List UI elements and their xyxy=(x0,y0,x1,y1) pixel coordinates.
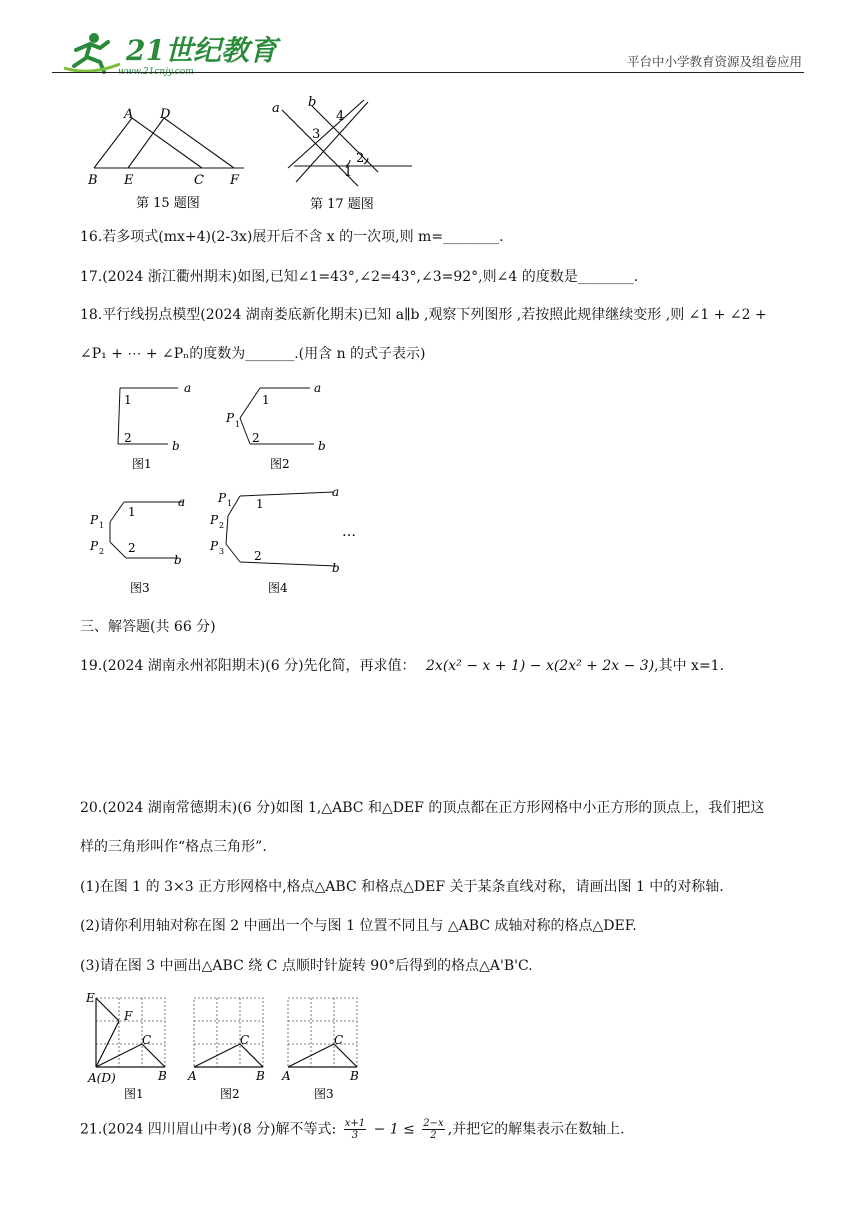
fig15-label-D: D xyxy=(160,107,171,122)
fig15-label-C: C xyxy=(194,173,204,188)
question-18-line1: 18.平行线拐点模型(2024 湖南娄底新化期末)已知 a∥b ,观察下列图形 ,若按照此规律继续变形 ,则 ∠1 + ∠2 + xyxy=(80,307,767,323)
fig2-label-2: 2 xyxy=(252,431,260,445)
q21-text: 21.(2024 四川眉山中考)(8 分)解不等式: xyxy=(80,1121,337,1138)
figure-17 xyxy=(268,96,418,216)
q18-figures xyxy=(90,378,380,604)
q21-fraction-1 xyxy=(344,1118,366,1141)
question-20-line2: 样的三角形叫作“格点三角形”. xyxy=(80,839,267,855)
q20-figures xyxy=(84,990,384,1104)
fig15-label-E: E xyxy=(124,173,134,188)
runner-logo-icon xyxy=(64,33,120,72)
fig4-label-P1: P xyxy=(218,491,227,505)
fig4-label-P3-sub: 3 xyxy=(219,547,225,556)
fig3-label-1: 1 xyxy=(128,505,136,519)
q20-fig1-caption: 图1 xyxy=(124,1087,144,1101)
fig1-label-2: 2 xyxy=(124,431,132,445)
q20-fig2-label-A: A xyxy=(188,1069,197,1083)
fig3-label-2: 2 xyxy=(128,541,136,555)
fig3-label-P1: P xyxy=(90,513,99,527)
q20-fig1-label-AD: A(D) xyxy=(88,1071,116,1085)
fig17-caption: 第 17 题图 xyxy=(310,197,374,212)
q21-frac2-numerator: 2−x xyxy=(423,1118,444,1129)
q21-frac1-numerator: x+1 xyxy=(344,1118,366,1129)
fig15-label-F: F xyxy=(230,173,240,188)
fig4-label-P3: P xyxy=(210,539,219,553)
q21-frac2-denominator: 2 xyxy=(430,1130,437,1141)
fig2-label-b: b xyxy=(318,439,326,453)
fig17-label-a: a xyxy=(272,101,280,116)
q21-frac1-denominator: 3 xyxy=(351,1130,359,1141)
fig4-caption: 图4 xyxy=(268,581,288,595)
fig1-label-a: a xyxy=(184,381,192,395)
question-20-part3: (3)请在图 3 中画出△ABC 绕 C 点顺时针旋转 90°后得到的格点△A'B'C. xyxy=(80,958,533,974)
figure-15 xyxy=(84,104,254,216)
fig4-label-1: 1 xyxy=(256,497,264,511)
fig4-label-2: 2 xyxy=(254,549,262,563)
fig2-label-a: a xyxy=(314,381,322,395)
fig17-label-1: 1 xyxy=(344,165,353,180)
fig1-label-1: 1 xyxy=(124,393,132,407)
q20-fig1-label-F: F xyxy=(124,1009,133,1023)
q19-text: 19.(2024 湖南永州祁阳期末)(6 分)先化简，再求值： xyxy=(80,658,416,674)
fig2-label-P-sub: 1 xyxy=(235,420,241,429)
fig15-label-B: B xyxy=(88,173,98,188)
fig3-label-a: a xyxy=(178,495,186,509)
fig2-label-P: P xyxy=(226,411,235,425)
question-20-part1: (1)在图 1 的 3×3 正方形网格中,格点△ABC 和格点△DEF 关于某条直线对称，请画出图 1 中的对称轴. xyxy=(80,879,724,895)
fig2-label-1: 1 xyxy=(262,393,270,407)
q20-fig2-caption: 图2 xyxy=(220,1087,240,1101)
fig1-caption: 图1 xyxy=(132,457,152,471)
q18-ellipsis: … xyxy=(342,524,356,540)
q20-fig1-label-B: B xyxy=(158,1069,167,1083)
fig17-label-3: 3 xyxy=(312,127,321,142)
q20-fig3-caption: 图3 xyxy=(314,1087,334,1101)
logo-21: 21世纪教育 xyxy=(126,34,277,67)
question-16: 16.若多项式(mx+4)(2-3x)展开后不含 x 的一次项,则 m=________. xyxy=(80,229,504,245)
q20-fig3-label-A: A xyxy=(282,1069,291,1083)
header-right-text: 平台中小学教育资源及组卷应用 xyxy=(626,54,802,69)
q21-mid: − 1 ≤ xyxy=(373,1121,415,1138)
section-3-title: 三、解答题(共 66 分) xyxy=(80,619,216,635)
fig3-label-P1-sub: 1 xyxy=(99,521,105,530)
fig15-label-A: A xyxy=(124,107,134,122)
fig4-label-b: b xyxy=(332,561,340,575)
header-divider xyxy=(52,72,804,73)
fig1-label-b: b xyxy=(172,439,180,453)
question-20-part2: (2)请你利用轴对称在图 2 中画出一个与图 1 位置不同且与 △ABC 成轴对称的格点△DEF. xyxy=(80,918,637,934)
question-19 xyxy=(80,656,724,676)
site-logo xyxy=(60,28,290,76)
fig17-label-2: 2 xyxy=(356,151,365,166)
fig3-label-P2: P xyxy=(90,539,99,553)
logo-url: www.21cnjy.com xyxy=(118,67,194,77)
question-18-line2: ∠P₁ + ⋯ + ∠Pₙ的度数为_______.(用含 n 的式子表示) xyxy=(80,346,426,362)
q20-fig3-label-B: B xyxy=(350,1069,359,1083)
q20-fig2-label-C: C xyxy=(240,1033,250,1047)
q19-expression: 2x(x² − x + 1) − x(2x² + 2x − 3) xyxy=(426,658,655,674)
fig2-caption: 图2 xyxy=(270,457,290,471)
q21-tail: ,并把它的解集表示在数轴上. xyxy=(447,1121,625,1138)
fig4-label-P1-sub: 1 xyxy=(227,499,233,508)
question-20-line1: 20.(2024 湖南常德期末)(6 分)如图 1,△ABC 和△DEF 的顶点都在正方形网格中小正方形的顶点上，我们把这 xyxy=(80,800,765,816)
q21-fraction-2 xyxy=(422,1118,444,1141)
fig3-label-b: b xyxy=(174,553,182,567)
fig4-label-a: a xyxy=(332,485,340,499)
q20-fig3-label-C: C xyxy=(334,1033,344,1047)
fig17-label-b: b xyxy=(308,95,317,110)
fig17-label-4: 4 xyxy=(336,109,345,124)
q20-fig1-label-E: E xyxy=(86,991,95,1005)
question-17: 17.(2024 浙江衢州期末)如图,已知∠1=43°,∠2=43°,∠3=92°,则∠4 的度数是________. xyxy=(80,269,639,285)
fig4-label-P2: P xyxy=(210,513,219,527)
q20-fig2-label-B: B xyxy=(256,1069,265,1083)
fig3-label-P2-sub: 2 xyxy=(99,547,105,556)
q20-fig1-label-C: C xyxy=(142,1033,152,1047)
fig15-caption: 第 15 题图 xyxy=(136,196,200,211)
question-21 xyxy=(80,1118,625,1141)
fig4-label-P2-sub: 2 xyxy=(219,521,225,530)
q19-tail: ,其中 x=1. xyxy=(654,658,725,674)
fig3-caption: 图3 xyxy=(130,581,150,595)
